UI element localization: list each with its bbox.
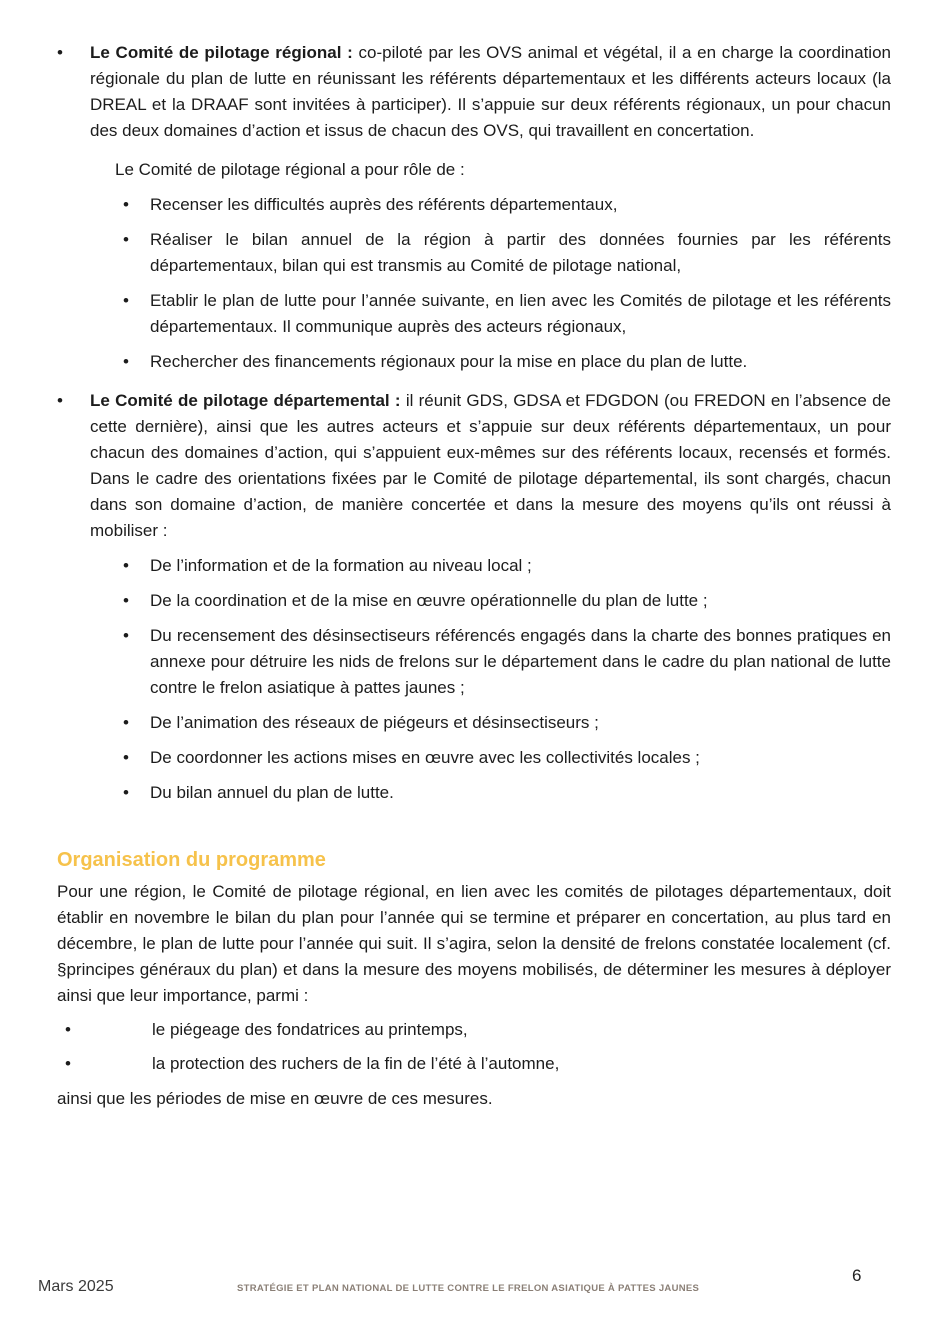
bullet-icon: • bbox=[123, 291, 129, 310]
measure-text: le piégeage des fondatrices au printemps, bbox=[152, 1020, 468, 1039]
measure-item-piegeage bbox=[57, 1017, 891, 1043]
sub-bullet-recensement-desinsectiseurs bbox=[123, 623, 891, 701]
sub-bullet-bilan-annuel bbox=[123, 227, 891, 279]
bullet-icon: • bbox=[57, 391, 63, 410]
footer-document-title: STRATÉGIE ET PLAN NATIONAL DE LUTTE CONTRE LE FRELON ASIATIQUE À PATTES JAUNES bbox=[237, 1283, 700, 1294]
bullet-icon: • bbox=[123, 556, 129, 575]
bullet-icon: • bbox=[123, 591, 129, 610]
measure-item-protection-ruchers bbox=[57, 1051, 891, 1077]
role-intro-line: Le Comité de pilotage régional a pour rôle de : bbox=[115, 160, 465, 179]
sub-bullet-bilan-plan-lutte bbox=[123, 780, 891, 806]
sub-bullet-text: Etablir le plan de lutte pour l’année suivante, en lien avec les Comités de pilotage et les référents départementaux. Il communique auprès des acteurs régionaux, bbox=[150, 291, 891, 336]
sub-bullet-financements bbox=[123, 349, 891, 375]
bullet-text bbox=[90, 388, 891, 544]
sub-bullet-text: Rechercher des financements régionaux pour la mise en place du plan de lutte. bbox=[150, 352, 748, 371]
bullet-item-comite-departemental bbox=[57, 388, 891, 544]
page-number: 6 bbox=[852, 1266, 862, 1285]
sub-bullet-text: De l’information et de la formation au niveau local ; bbox=[150, 556, 532, 575]
bullet-body-text: co-piloté par les OVS animal et végétal, il a en charge la coordination régionale du plan de lutte en réunissant les référents départementaux et les différents acteurs locaux (la DREAL et la DRAAF sont invitées à participer). Il s’appuie sur deux référents régionaux, un pour chacun des deux domaines d’action et issus de chacun des OVS, qui travaillent en concertation. bbox=[90, 43, 891, 140]
sub-bullet-text: Recenser les difficultés auprès des référents départementaux, bbox=[150, 195, 618, 214]
bullet-icon: • bbox=[65, 1054, 71, 1073]
sub-bullet-recenser bbox=[123, 192, 891, 218]
sub-bullet-etablir-plan bbox=[123, 288, 891, 340]
sub-bullet-text: De la coordination et de la mise en œuvre opérationnelle du plan de lutte ; bbox=[150, 591, 708, 610]
sub-bullet-text: De coordonner les actions mises en œuvre avec les collectivités locales ; bbox=[150, 748, 700, 767]
section-closing-line: ainsi que les périodes de mise en œuvre de ces mesures. bbox=[57, 1089, 493, 1108]
bullet-icon: • bbox=[123, 230, 129, 249]
bullet-icon: • bbox=[123, 748, 129, 767]
bullet-icon: • bbox=[65, 1020, 71, 1039]
sub-bullet-collectivites bbox=[123, 745, 891, 771]
measure-text: la protection des ruchers de la fin de l’été à l’automne, bbox=[152, 1054, 560, 1073]
bullet-lead-bold: Le Comité de pilotage régional : bbox=[90, 43, 359, 62]
bullet-icon: • bbox=[123, 195, 129, 214]
sub-bullet-animation-reseaux bbox=[123, 710, 891, 736]
bullet-icon: • bbox=[123, 783, 129, 802]
bullet-lead-bold: Le Comité de pilotage départemental : bbox=[90, 391, 406, 410]
sub-bullet-information-formation bbox=[123, 553, 891, 579]
bullet-icon: • bbox=[123, 626, 129, 645]
sub-bullet-text: Réaliser le bilan annuel de la région à partir des données fournies par les référents départementaux, bilan qui est transmis au Comité de pilotage national, bbox=[150, 230, 891, 275]
sub-bullet-text: De l’animation des réseaux de piégeurs et désinsectiseurs ; bbox=[150, 713, 599, 732]
sub-bullet-text: Du bilan annuel du plan de lutte. bbox=[150, 783, 394, 802]
bullet-icon: • bbox=[123, 713, 129, 732]
page-body bbox=[57, 40, 891, 1112]
sub-bullet-text: Du recensement des désinsectiseurs référencés engagés dans la charte des bonnes pratiques en annexe pour détruire les nids de frelons sur le département dans le cadre du plan national de lutte contre le frelon asiatique à pattes jaunes ; bbox=[150, 626, 891, 697]
bullet-body-text: il réunit GDS, GDSA et FDGDON (ou FREDON en l’absence de cette dernière), ainsi que les autres acteurs et s’appuie sur deux référents départementaux, un pour chacun des domaines d’action, qui s’appuient eux-mêmes sur des référents locaux, recensés et formés. Dans le cadre des orientations fixées par le Comité de pilotage départemental, ils sont chargés, chacun dans son domaine d’action, de manière concertée et dans la mesure des moyens qu’ils ont réussi à mobiliser : bbox=[90, 391, 891, 540]
section-paragraph: Pour une région, le Comité de pilotage régional, en lien avec les comités de pilotages départementaux, doit établir en novembre le bilan du plan pour l’année qui se termine et préparer en concertation, au plus tard en décembre, le plan de lutte pour l’année qui suit. Il s’agira, selon la densité de frelons constatée localement (cf. §principes généraux du plan) et dans la mesure des moyens mobilisés, de déterminer les mesures à déployer ainsi que leur importance, parmi : bbox=[57, 882, 891, 1005]
bullet-icon: • bbox=[123, 352, 129, 371]
bullet-item-comite-regional bbox=[57, 40, 891, 144]
sub-bullet-coordination bbox=[123, 588, 891, 614]
section-heading-organisation: Organisation du programme bbox=[57, 849, 326, 871]
bullet-icon: • bbox=[57, 43, 63, 62]
bullet-text bbox=[90, 40, 891, 144]
footer-date: Mars 2025 bbox=[38, 1278, 114, 1295]
